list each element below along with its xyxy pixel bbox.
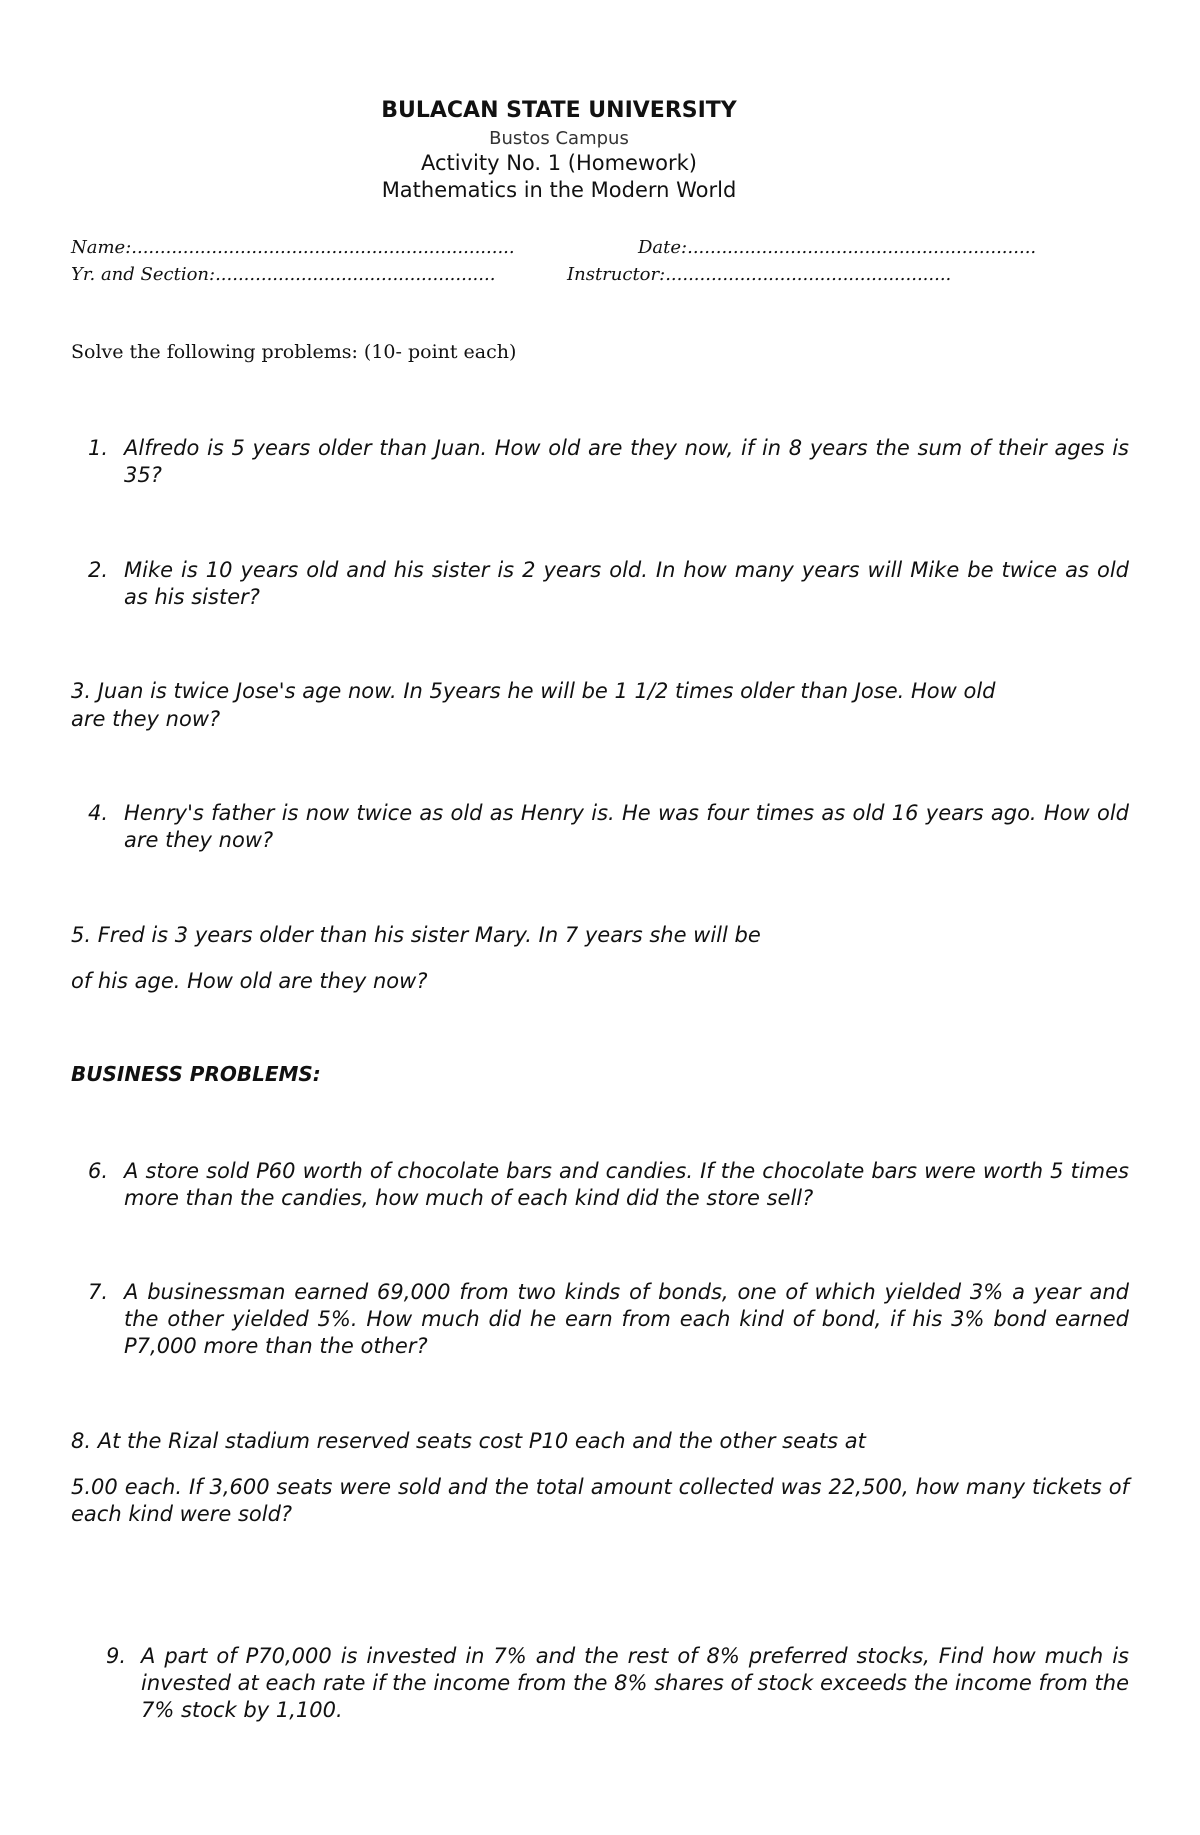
problem-8-line-2: 5.00 each. If 3,600 seats were sold and the total amount collected was 22,500, how many tickets of each kind were sold? — [71, 1475, 1129, 1526]
section-field: Yr. and Section:................................................. — [71, 264, 496, 285]
problem-text: Alfredo is 5 years older than Juan. How old are they now, if in 8 years the sum of their ages is 35? — [124, 436, 1129, 487]
problem-number: 9. — [106, 1644, 127, 1668]
problem-number: 7. — [88, 1280, 109, 1304]
problem-number: 4. — [88, 801, 109, 825]
instructor-field: Instructor:.................................................. — [567, 264, 952, 285]
date-field: Date:............................................................. — [638, 237, 1037, 258]
problem-text: Henry's father is now twice as old as Henry is. He was four times as old 16 years ago. How old are they now? — [124, 801, 1129, 852]
problem-3-line-2: are they now? — [71, 707, 221, 731]
problem-number: 2. — [88, 558, 109, 582]
activity-title: Activity No. 1 (Homework) — [420, 151, 697, 175]
problem-3-line-1: 3. Juan is twice Jose's age now. In 5years he will be 1 1/2 times older than Jose. How old — [71, 679, 996, 703]
problem-text: Mike is 10 years old and his sister is 2 years old. In how many years will Mike be twice as old as his sister? — [124, 558, 1129, 609]
problem-number: 6. — [88, 1159, 109, 1183]
business-problems-heading: BUSINESS PROBLEMS: — [71, 1062, 321, 1086]
problem-text: A part of P70,000 is invested in 7% and the rest of 8% preferred stocks, Find how much is invested at each rate if the income from the 8% shares of stock exceeds the income from the 7% stock by 1,100. — [141, 1644, 1129, 1722]
instructions: Solve the following problems: (10- point each) — [71, 341, 517, 363]
name-field: Name:................................................................... — [71, 237, 515, 258]
problem-5-line-1: 5. Fred is 3 years older than his sister Mary. In 7 years she will be — [71, 923, 761, 947]
problem-5-line-2: of his age. How old are they now? — [71, 969, 428, 993]
university-name: BULACAN STATE UNIVERSITY — [381, 98, 737, 123]
problem-8-line-1: 8. At the Rizal stadium reserved seats cost P10 each and the other seats at — [71, 1429, 866, 1453]
problem-text: A businessman earned 69,000 from two kinds of bonds, one of which yielded 3% a year and the other yielded 5%. How much did he earn from each kind of bond, if his 3% bond earned P7,000 more than the other? — [124, 1280, 1129, 1358]
campus-name: Bustos Campus — [489, 128, 629, 149]
problem-text: A store sold P60 worth of chocolate bars and candies. If the chocolate bars were worth 5 times more than the candies, how much of each kind did the store sell? — [124, 1159, 1129, 1210]
problem-number: 1. — [88, 436, 109, 460]
course-title: Mathematics in the Modern World — [381, 178, 737, 202]
